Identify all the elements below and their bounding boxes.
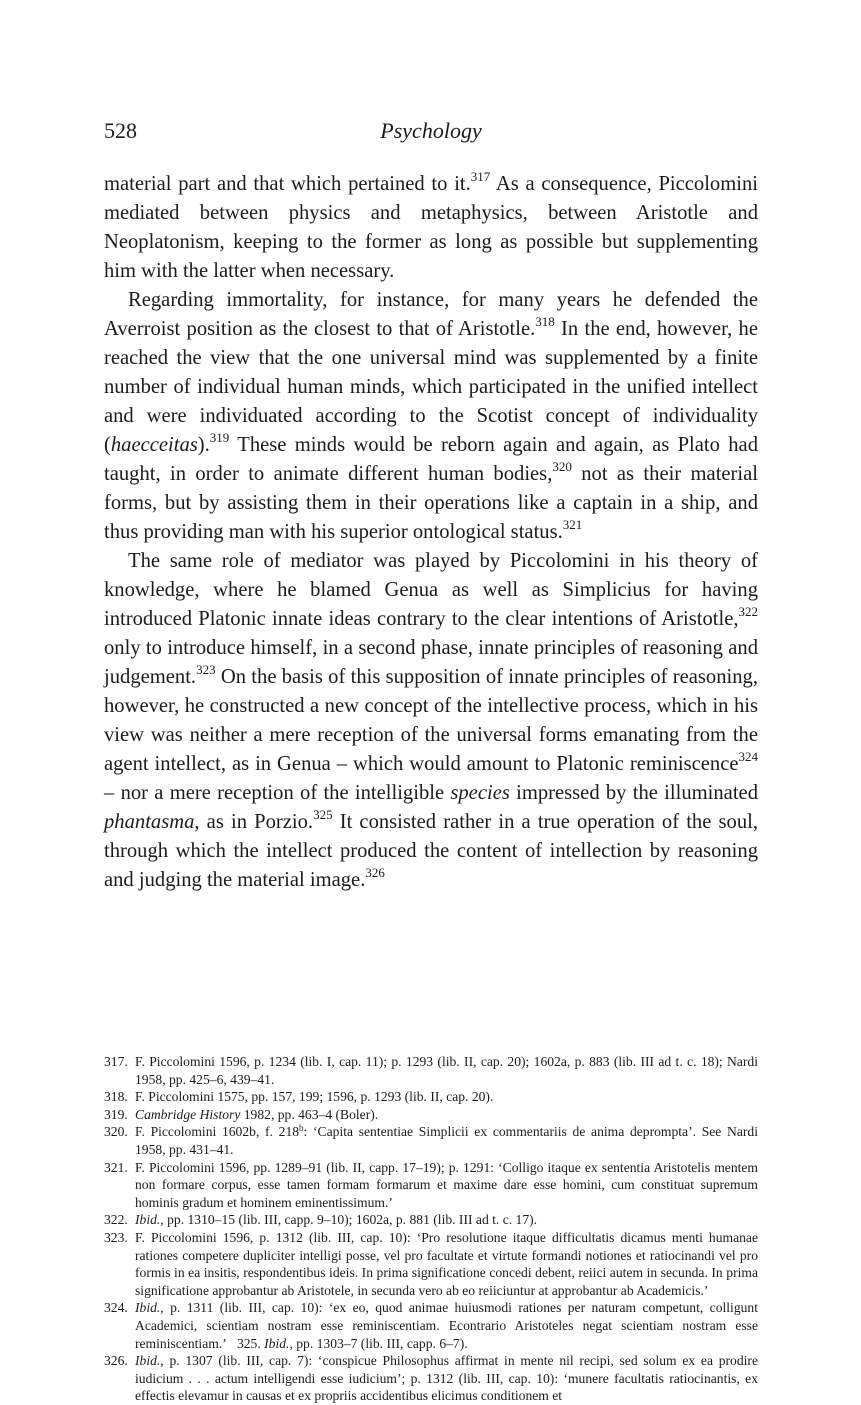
text-run: not as their material forms, but by assisting them in their operations like a captain in a ship, and thus providing man with his superior ontological status. — [104, 463, 758, 543]
footnote-number: 321. — [104, 1159, 128, 1175]
paragraph-3 — [104, 547, 758, 895]
footnote-323 — [104, 1229, 758, 1299]
footnote-number: 324. — [104, 1300, 128, 1316]
footnote-ref-319: 319 — [209, 430, 230, 445]
footnote-ref-317: 317 — [470, 169, 491, 184]
footnote-321 — [104, 1159, 758, 1212]
footnote-number: 322. — [104, 1212, 128, 1228]
text-run: In the end, however, he reached the view that the one universal mind was supplemented by a finite number of individual human minds, which participated in the unified intellect and were individuated according to the Scotist concept of individuality ( — [104, 318, 758, 456]
footnote-ref-321: 321 — [562, 517, 583, 532]
text-run: only to introduce himself, in a second phase, innate principles of reasoning and judgement. — [104, 637, 758, 688]
footnote-text: , pp. 1303–7 (lib. III, capp. 6–7). — [289, 1335, 468, 1351]
text-run: It consisted rather in a true operation of the soul, through which the intellect produced the content of intellection by reasoning and judging the material image. — [104, 811, 758, 891]
footnote-ref-323: 323 — [196, 662, 216, 677]
footnote-ref-326: 326 — [365, 865, 385, 880]
footnote-318 — [104, 1088, 758, 1106]
footnotes — [104, 1053, 758, 1405]
text-run: These minds would be reborn again and again, as Plato had taught, in order to animate different human bodies, — [104, 434, 758, 485]
footnote-number: 317. — [104, 1054, 128, 1069]
footnote-number-325: 325. — [236, 1335, 261, 1351]
text-run: – nor a mere reception of the intelligible — [104, 782, 451, 804]
footnote-italic: Ibid. — [264, 1335, 290, 1351]
footnote-320 — [104, 1123, 758, 1158]
footnote-italic: Ibid. — [135, 1353, 161, 1369]
footnote-319 — [104, 1106, 758, 1124]
footnote-number: 318. — [104, 1089, 128, 1105]
running-head — [104, 118, 758, 148]
italic-term: species — [450, 782, 510, 804]
footnote-number: 326. — [104, 1353, 128, 1369]
footnote-317 — [104, 1053, 758, 1088]
text-run: ). — [197, 434, 210, 456]
footnote-326 — [104, 1352, 758, 1405]
footnote-superscript: b — [299, 1123, 304, 1134]
italic-term: haecceitas — [110, 434, 198, 456]
paragraph-2 — [104, 286, 758, 547]
footnote-italic: Ibid. — [135, 1300, 161, 1316]
footnote-ref-322: 322 — [738, 604, 758, 619]
text-run: Regarding immortality, for instance, for many years he defended the Averroist position as the closest to that of Aristotle. — [104, 289, 758, 340]
footnote-italic: Ibid. — [135, 1212, 161, 1228]
text-run: impressed by the illuminated — [509, 782, 758, 804]
footnote-text: , p. 1307 (lib. III, cap. 7): ‘conspicue Philosophus affirmat in mente nil recipi, sed solum ex ea prodire iudicium . . . actum intelligendi esse iudicium’; p. 1312 (lib. III, cap. 10): ‘munere facultatis ratiocinantis, ex effectis elevamur in causas et ex propriis accidentibus elicimus conditionem et — [135, 1353, 758, 1404]
text-run: The same role of mediator was played by Piccolomini in his theory of knowledge, where he blamed Genua as well as Simplicius for having introduced Platonic innate ideas contrary to the clear intentions of Aristotle, — [104, 550, 758, 630]
footnote-text: F. Piccolomini 1596, p. 1312 (lib. III, cap. 10): ‘Pro resolutione itaque difficultatis dicamus menti humanae rationes competere dupliciter intelligi posse, vel pro facultate et virtute formandi notiones et ratiocinandi vel pro formis in ea insitis, respondentibus ideis. In prima significatione concedi debent, reiici autem in secunda. In prima significatione approbantur ab Aristotele, in secunda vero ab eo reiiciuntur at approbantur ab Academicis.’ — [135, 1229, 758, 1298]
footnote-text: F. Piccolomini 1596, pp. 1289–91 (lib. II, capp. 17–19); p. 1291: ‘Colligo itaque ex sententia Aristotelis mentem non formare corpus, esse tamen formam formarum et maxime dare esse homini, cum constituat supremum hominis gradum et hominem eminentissimum.’ — [135, 1159, 758, 1210]
footnote-number: 323. — [104, 1229, 128, 1245]
footnote-italic: Cambridge History — [135, 1106, 241, 1122]
footnote-ref-324: 324 — [738, 749, 758, 764]
footnote-text: , pp. 1310–15 (lib. III, capp. 9–10); 1602a, p. 881 (lib. III ad t. c. 17). — [160, 1212, 538, 1228]
page-number: 528 — [104, 118, 137, 143]
footnote-number: 320. — [104, 1124, 128, 1140]
footnote-text: F. Piccolomini 1602b, f. 218 — [135, 1124, 300, 1140]
text-run: On the basis of this supposition of innate principles of reasoning, however, he constructed a new concept of the intellective process, which in his view was neither a mere reception of the universal forms emanating from the agent intellect, as in Genua – which would amount to Platonic reminiscence — [104, 666, 758, 775]
footnote-text: 1982, pp. 463–4 (Boler). — [240, 1106, 379, 1122]
text-run: As a consequence, Piccolomini mediated between physics and metaphysics, between Aristotle and Neoplatonism, keeping to the former as long as possible but supplementing him with the latter when necessary. — [104, 173, 758, 282]
running-title: Psychology — [380, 118, 482, 143]
footnote-324 — [104, 1299, 758, 1352]
footnote-text: F. Piccolomini 1575, pp. 157, 199; 1596, p. 1293 (lib. II, cap. 20). — [135, 1089, 494, 1105]
footnote-text: : ‘Capita sententiae Simplicii ex commentariis de anima deprompta’. See Nardi 1958, pp. 431–41. — [135, 1124, 758, 1157]
paragraph-1 — [104, 170, 758, 286]
footnote-text: F. Piccolomini 1596, p. 1234 (lib. I, cap. 11); p. 1293 (lib. II, cap. 20); 1602a, p. 883 (lib. III ad t. c. 18); Nardi 1958, pp. 425–6, 439–41. — [135, 1054, 758, 1087]
footnote-text: , p. 1311 (lib. III, cap. 10): ‘ex eo, quod animae huiusmodi rationes per naturam competunt, colligunt Academici, scientiam nostram esse reminiscentiam. Econtrario Aristoteles negat scientiam nostram esse reminiscentiam.’ — [135, 1300, 758, 1351]
footnote-ref-325: 325 — [313, 807, 333, 822]
footnote-ref-318: 318 — [535, 314, 555, 329]
italic-term: phantasma — [104, 811, 195, 833]
footnote-number: 319. — [104, 1106, 128, 1122]
footnote-ref-320: 320 — [552, 459, 572, 474]
main-text — [104, 170, 758, 895]
footnote-322 — [104, 1211, 758, 1229]
text-run: material part and that which pertained to it. — [104, 173, 471, 195]
text-run: , as in Porzio. — [194, 811, 314, 833]
